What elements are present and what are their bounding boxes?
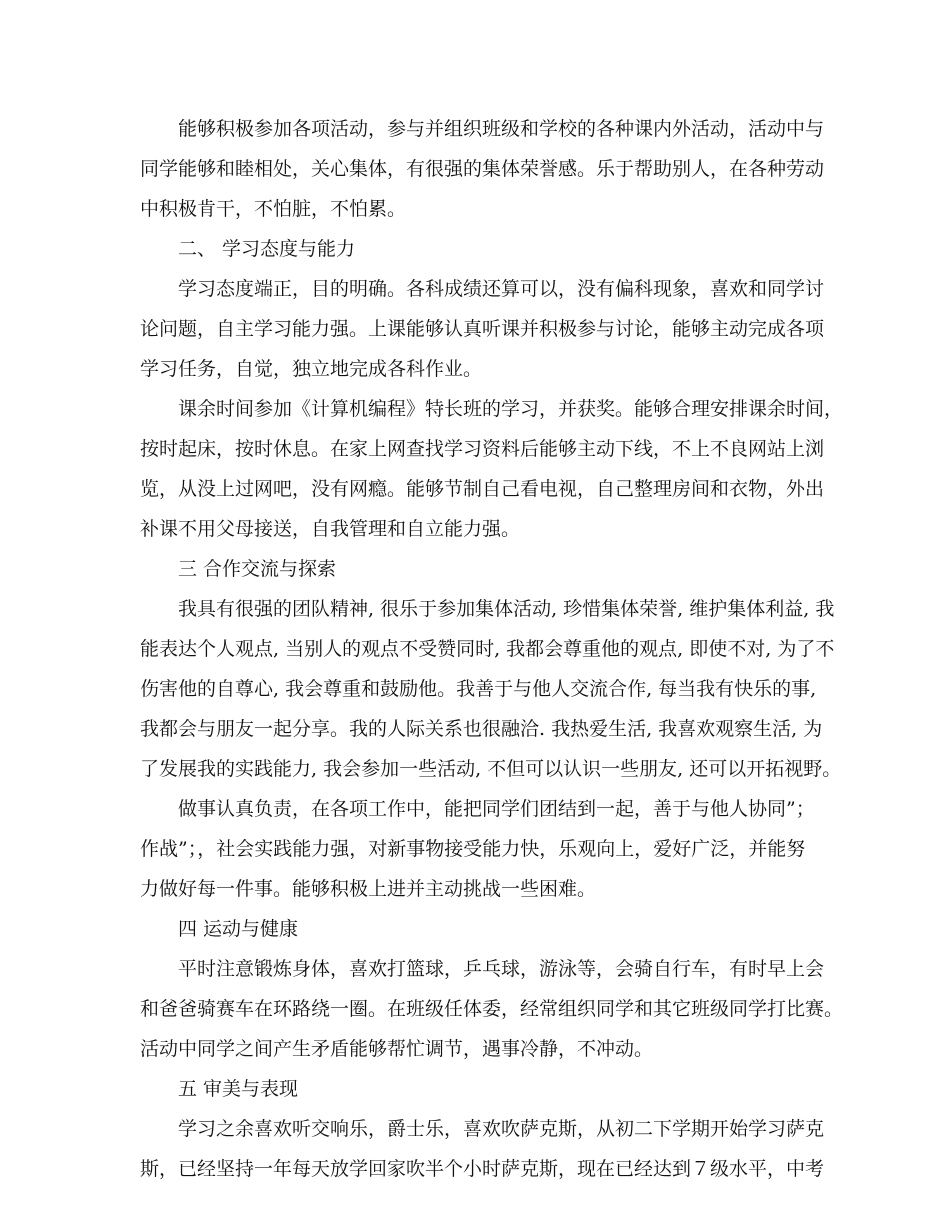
paragraph-line: 能够积极参加各项活动，参与并组织班级和学校的各种课内外活动，活动中与 <box>178 118 825 140</box>
paragraph-line: 做事认真负责，在各项工作中，能把同学们团结到一起，善于与他人协同”； <box>178 798 815 820</box>
paragraph-line: 了发展我的实践能力, 我会参加一些活动, 不但可以认识一些朋友, 还可以开拓视野。 <box>140 758 842 780</box>
paragraph-line: 力做好每一件事。能够积极上进并主动挑战一些困难。 <box>140 878 597 900</box>
paragraph-line: 斯，已经坚持一年每天放学回家吹半个小时萨克斯，现在已经达到７级水平，中考 <box>140 1158 825 1180</box>
paragraph-line: 平时注意锻炼身体，喜欢打篮球，乒乓球，游泳等，会骑自行车，有时早上会 <box>178 958 825 980</box>
paragraph-line: 我都会与朋友一起分享。我的人际关系也很融洽. 我热爱生活, 我喜欢观察生活, 为 <box>140 718 823 740</box>
section-heading: 二、 学习态度与能力 <box>178 238 356 260</box>
paragraph-line: 作战”；，社会实践能力强，对新事物接受能力快，乐观向上，爱好广泛，并能努 <box>140 838 806 860</box>
paragraph-line: 补课不用父母接送，自我管理和自立能力强。 <box>140 518 521 540</box>
paragraph-line: 活动中同学之间产生矛盾能够帮忙调节，遇事冷静，不冲动。 <box>140 1038 654 1060</box>
paragraph-line: 伤害他的自尊心, 我会尊重和鼓励他。我善于与他人交流合作, 每当我有快乐的事, <box>140 678 817 700</box>
paragraph-line: 学习任务，自觉，独立地完成各科作业。 <box>140 358 483 380</box>
section-heading: 四 运动与健康 <box>178 918 299 940</box>
paragraph-line: 能表达个人观点, 当别人的观点不受赞同时, 我都会尊重他的观点, 即使不对, 为了不 <box>140 638 835 660</box>
paragraph-line: 按时起床，按时休息。在家上网查找学习资料后能够主动下线，不上不良网站上浏 <box>140 438 825 460</box>
paragraph-line: 中积极肯干，不怕脏，不怕累。 <box>140 198 407 220</box>
paragraph-line: 学习态度端正，目的明确。各科成绩还算可以，没有偏科现象，喜欢和同学讨 <box>178 278 825 300</box>
paragraph-line: 同学能够和睦相处，关心集体，有很强的集体荣誉感。乐于帮助别人，在各种劳动 <box>140 158 825 180</box>
paragraph-line: 学习之余喜欢听交响乐，爵士乐，喜欢吹萨克斯，从初二下学期开始学习萨克 <box>178 1118 825 1140</box>
paragraph-line: 课余时间参加《计算机编程》特长班的学习，并获奖。能够合理安排课余时间， <box>178 398 844 420</box>
paragraph-line: 览，从没上过网吧，没有网瘾。能够节制自己看电视，自己整理房间和衣物，外出 <box>140 478 825 500</box>
paragraph-line: 我具有很强的团队精神, 很乐于参加集体活动, 珍惜集体荣誉, 维护集体利益, 我 <box>178 598 835 620</box>
paragraph-line: 论问题，自主学习能力强。上课能够认真听课并积极参与讨论，能够主动完成各项 <box>140 318 825 340</box>
section-heading: 五 审美与表现 <box>178 1078 299 1100</box>
section-heading: 三 合作交流与探索 <box>178 558 337 580</box>
paragraph-line: 和爸爸骑赛车在环路绕一圈。在班级任体委，经常组织同学和其它班级同学打比赛。 <box>140 998 844 1020</box>
